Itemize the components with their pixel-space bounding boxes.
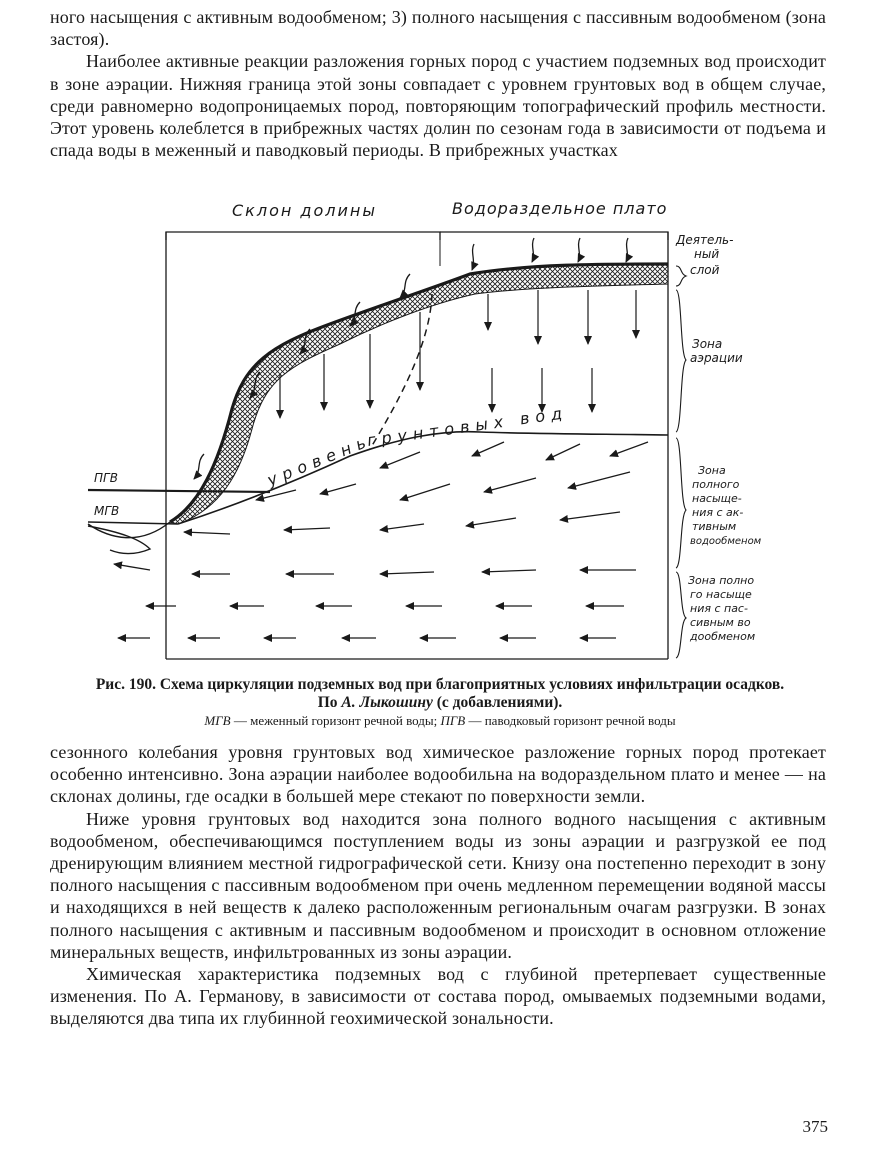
caption-text: (с добавлениями). (432, 694, 563, 711)
label-line: ный (694, 247, 720, 261)
paragraph: Химическая характеристика подземных вод с глубиной претерпевает существенные изменения. По А. Германову, в зависимости от состава пород, омываемых подземными водами, выделяются два типа их глубинной геохимической зональности. (50, 964, 826, 1029)
label-line: го насыще (690, 588, 752, 601)
caption-abbr: МГВ (204, 713, 231, 728)
label-line: дообменом (690, 630, 756, 643)
paragraph: Ниже уровня грунтовых вод находится зона полного водного насыщения с активным водообменом, обеспечивающимся поступлением воды из зоны аэрации и разгрузкой ее под дренирующим влиянием местной гидрографической сети. Книзу она постепенно переходит в зону полного насыщения с пассивным водообменом при очень медленном перемещении водяной массы и находящихся в ней веществ к далеко расположенным региональным очагам разгрузки. В зонах полного насыщения с активным и пассивным водообменом и происходит в основном отложение минеральных веществ, инфильтрованных из зоны аэрации. (50, 808, 826, 962)
active-exchange-zone-label (690, 464, 762, 547)
paragraph: ного насыщения с активным водообменом; 3) полного насыщения с пассивным водообменом (зона застоя). (50, 7, 826, 50)
aeration-zone-label (690, 337, 743, 365)
label-line: слой (690, 263, 720, 277)
text-block-bottom (50, 741, 826, 1030)
groundwater-level-label-2: грунтовых вод (365, 402, 570, 450)
zone-braces (676, 266, 686, 658)
groundwater-level (178, 432, 668, 524)
active-layer-label (675, 233, 733, 277)
paragraph: Наиболее активные реакции разложения горных пород с участием подземных вод происходит в зоне аэрации. Нижняя граница этой зоны совпадает с уровнем грунтовых вод в общем случае, среди равномерно водопроницаемых пород, повторяющим топографический профиль местности. Этот уровень колеблется в прибрежных частях долин по сезонам года в зависимости от подъема и спада воды в меженный и паводковый периоды. В прибрежных участках (50, 51, 826, 161)
caption-main (90, 676, 790, 712)
groundwater-circulation-figure (80, 194, 780, 674)
pgv-level (88, 490, 270, 492)
label-line: ния с ак- (692, 506, 744, 519)
caption-abbr: ПГВ (440, 713, 466, 728)
groundwater-level-label: уровень (264, 430, 375, 490)
active-layer-hatch (170, 264, 668, 524)
river-channel (88, 522, 170, 538)
label-line: сивным во (690, 616, 751, 629)
slope-brace (166, 232, 440, 240)
label-line: водообменом (690, 536, 762, 547)
passive-flow-arrows (118, 606, 624, 638)
label-line: Зона (698, 464, 726, 477)
paragraph: сезонного колебания уровня грунтовых вод химическое разложение горных пород протекает особенно интенсивно. Зона аэрации наиболее водообильна на водораздельном плато и менее — на склонах долины, где осадки в большей мере стекают по поверхности земли. (50, 742, 826, 807)
label-line: Зона (692, 337, 723, 351)
text-block-top (50, 6, 826, 161)
plateau-label: Водораздельное плато (452, 199, 668, 218)
pgv-label: ПГВ (94, 471, 118, 485)
label-line: Зона полно (688, 574, 755, 587)
page-number: 375 (802, 1117, 828, 1136)
label-line: полного (692, 478, 740, 491)
figure-caption (90, 676, 790, 730)
caption-text: — меженный горизонт речной воды; (230, 713, 441, 728)
mgv-label: МГВ (94, 504, 120, 518)
caption-text: Рис. 190. Схема циркуляции подземных вод при благоприятных условиях инфильтрации осадков. По (95, 676, 785, 711)
caption-legend (90, 712, 790, 730)
label-line: насыще- (692, 492, 742, 505)
mgv-level (88, 522, 178, 524)
label-line: тивным (692, 520, 737, 533)
label-line: аэрации (690, 351, 743, 365)
label-line: ния с пас- (690, 602, 748, 615)
caption-author: А. Лыкошину (341, 694, 433, 711)
caption-text: — паводковый горизонт речной воды (465, 713, 676, 728)
infiltration-arrows (280, 290, 636, 418)
plateau-brace (440, 232, 668, 240)
label-line: Деятель- (676, 233, 734, 247)
passive-exchange-zone-label (688, 574, 755, 643)
slope-label: Склон долины (232, 201, 377, 220)
